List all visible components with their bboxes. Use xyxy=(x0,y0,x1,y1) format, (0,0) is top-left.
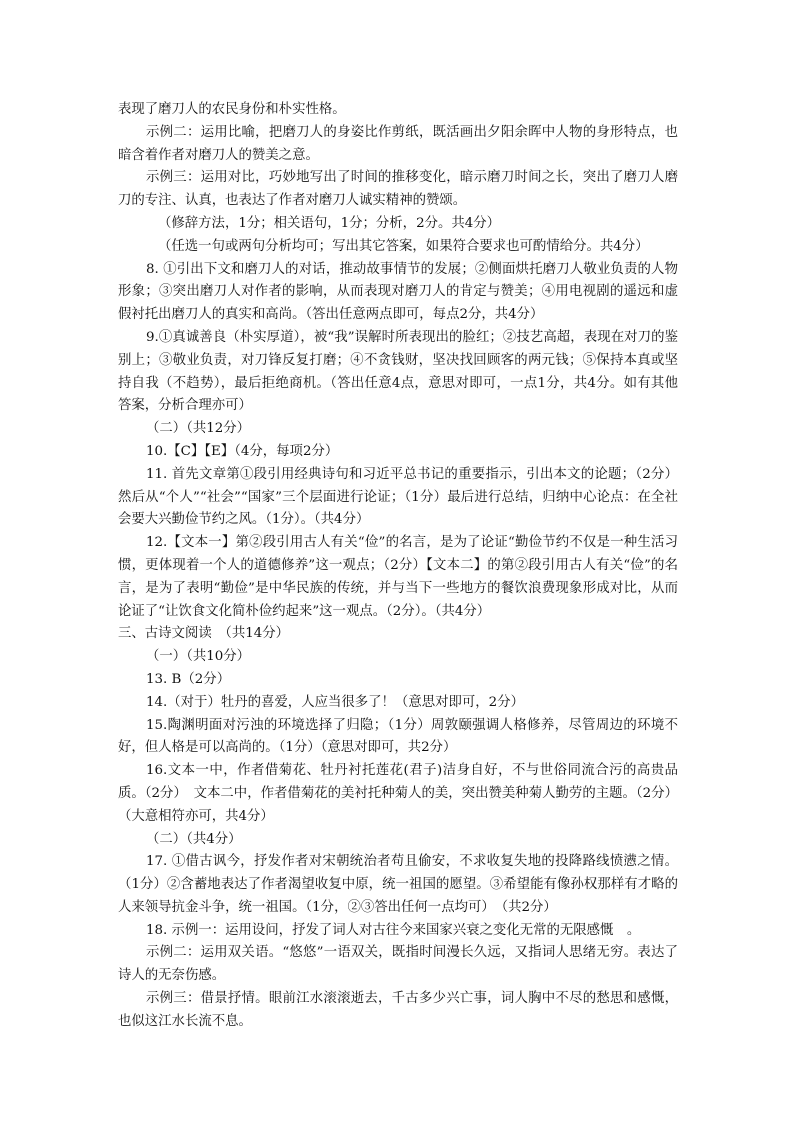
answer-18-example-2: 示例二：运用双关语。“悠悠”一语双关，既指时间漫长久远，又指词人思绪无穷。表达了诗人的无奈伤感。 xyxy=(118,945,678,984)
section-heading: （二）（共12分） xyxy=(146,421,251,437)
scoring-note: （修辞方法，1分；相关语句，1分；分析，2分。共4分） xyxy=(158,215,501,231)
subsection-heading: （一）（共10分） xyxy=(146,649,251,665)
answer-15: 15.陶渊明面对污浊的环境选择了归隐；（1分）周敦颐强调人格修养，尽管周边的环境不好，但人格是可以高尚的。（1分）（意思对即可，共2分） xyxy=(118,717,678,756)
section-heading: 三、古诗文阅读 （共14分） xyxy=(118,626,290,642)
answer-17: 17. ①借古讽今，抒发作者对宋朝统治者苟且偷安，不求收复失地的投降路线愤懑之情。（1分）②含蓄地表达了作者渴望收复中原，统一祖国的愿望。③希望能有像孙权那样有才略的人来领导抗金斗争，统一祖国。（1分，②③答出任何一点均可） （共2分） xyxy=(118,854,678,915)
answer-18-example-3: 示例三：借景抒情。眼前江水滚滚逝去，千古多少兴亡事，词人胸中不尽的愁思和感慨，也似这江水长流不息。 xyxy=(118,991,678,1029)
answer-18-example-1: 18. 示例一：运用设问，抒发了词人对古往今来国家兴衰之变化无常的无限感慨 。 xyxy=(146,922,641,938)
answer-8: 8. ①引出下文和磨刀人的对话，推动故事情节的发展；②侧面烘托磨刀人敬业负责的人物形象；③突出磨刀人对作者的影响，从而表现对磨刀人的肯定与赞美；④用电视剧的遥远和虚假衬托出磨刀人的真实和高尚。（答出任意两点即可，每点2分，共4分） xyxy=(118,261,678,323)
answer-11: 11. 首先文章第①段引用经典诗句和习近平总书记的重要指示，引出本文的论题；（2分）然后从“个人”“社会”“国家”三个层面进行论证；（1分）最后进行总结，归纳中心论点：在全社会要大兴勤俭节约之风。（1分）。（共4分） xyxy=(118,466,678,528)
paragraph-example-3: 示例三：运用对比，巧妙地写出了时间的推移变化，暗示磨刀时间之长，突出了磨刀人磨刀的专注、认真，也表达了作者对磨刀人诚实精神的赞颂。 xyxy=(118,170,678,209)
answer-16: 16.文本一中，作者借菊花、牡丹衬托莲花(君子)洁身自好，不与世俗同流合污的高贵品质。（2分） 文本二中，作者借菊花的美衬托种菊人的美，突出赞美种菊人勤劳的主题。（2分）（大意相符亦可，共4分） xyxy=(118,763,678,824)
scoring-note: （任选一句或两句分析均可；写出其它答案，如果符合要求也可酌情给分。共4分） xyxy=(158,238,649,254)
paragraph-line: 表现了磨刀人的农民身份和朴实性格。 xyxy=(118,102,346,117)
answer-9: 9.①真诚善良（朴实厚道），被“我”误解时所表现出的脸红；②技艺高超，表现在对刀的鉴别上；③敬业负责，对刀锋反复打磨；④不贪钱财，坚决找回顾客的两元钱；⑤保持本真或坚持自我（不趋势），最后拒绝商机。（答出任意4点，意思对即可，一点1分，共4分。如有其他答案，分析合理亦可） xyxy=(118,329,678,414)
paragraph-example-2: 示例二：运用比喻，把磨刀人的身姿比作剪纸，既活画出夕阳余晖中人物的身形特点，也暗含着作者对磨刀人的赞美之意。 xyxy=(118,124,678,163)
subsection-heading: （二）（共4分） xyxy=(146,831,242,847)
answer-10: 10.【C】【E】（4分，每项2分） xyxy=(146,443,339,459)
answer-12: 12.【文本一】第②段引用古人有关“俭”的名言，是为了论证“勤俭节约不仅是一种生活习惯，更体现着一个人的道德修养”这一观点；（2分）【文本二】的第②段引用古人有关“俭”的名言，是为了表明“勤俭”是中华民族的传统，并与当下一些地方的餐饮浪费现象形成对比，从而论证了“让饮食文化简朴俭约起来”这一观点。（2分）。（共4分） xyxy=(118,535,678,619)
answer-13: 13. B（2分） xyxy=(146,671,231,687)
answer-document xyxy=(118,99,678,1034)
answer-14: 14.（对于）牡丹的喜爱，人应当很多了！（意思对即可，2分） xyxy=(146,694,524,710)
